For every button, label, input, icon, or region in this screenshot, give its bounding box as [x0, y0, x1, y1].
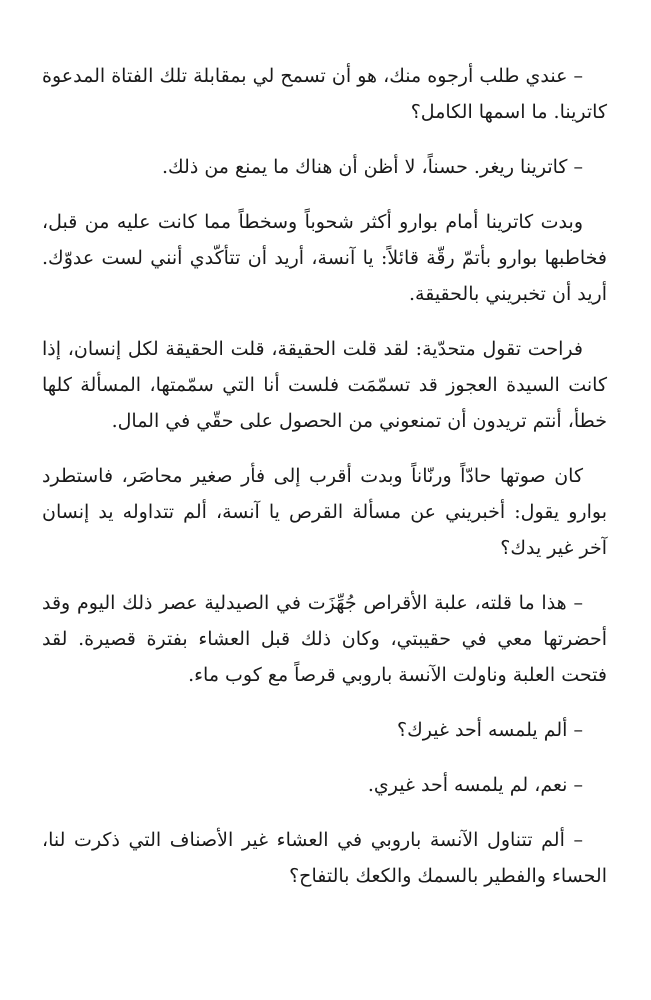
dialogue-paragraph: – نعم، لم يلمسه أحد غيري. — [367, 774, 583, 796]
dialogue-paragraph: – عندي طلب أرجوه منك، هو أن تسمح لي بمقابلة تلك الفتاة المدعوة كاترينا. ما اسمها الكامل؟ — [42, 65, 607, 123]
narrative-paragraph: كان صوتها حادّاً ورنّاناً وبدت أقرب إلى فأر صغير محاصَر، فاستطرد بوارو يقول: أخبريني عن مسألة القرص يا آنسة، ألم تتداوله يد إنسان آخر غير يدك؟ — [42, 465, 607, 559]
narrative-paragraph: وبدت كاترينا أمام بوارو أكثر شحوباً وسخطاً مما كانت عليه من قبل، فخاطبها بوارو بأتمّ رقّة قائلاً: يا آنسة، أريد أن تتأكّدي أنني لست عدوّك. أريد أن تخبريني بالحقيقة. — [42, 211, 607, 305]
narrative-paragraph: فراحت تقول متحدّية: لقد قلت الحقيقة، قلت الحقيقة لكل إنسان، إذا كانت السيدة العجوز قد تسمّمَت فلست أنا التي سمّمتها، المسألة كلها خطأ، أنتم تريدون أن تمنعوني من الحصول على حقّي في المال. — [42, 338, 607, 432]
dialogue-paragraph: – ألم تتناول الآنسة باروبي في العشاء غير الأصناف التي ذكرت لنا، الحساء والفطير بالسمك والكعك بالتفاح؟ — [42, 829, 607, 887]
dialogue-paragraph: – ألم يلمسه أحد غيرك؟ — [397, 719, 583, 741]
dialogue-paragraph: – هذا ما قلته، علبة الأقراص جُهِّزَت في الصيدلية عصر ذلك اليوم وقد أحضرتها معي في حقيبتي، وكان ذلك قبل العشاء بفترة قصيرة. لقد فتحت العلبة وناولت الآنسة باروبي قرصاً مع كوب ماء. — [42, 592, 607, 686]
dialogue-paragraph: – كاترينا ريغر. حسناً، لا أظن أن هناك ما يمنع من ذلك. — [161, 156, 583, 178]
